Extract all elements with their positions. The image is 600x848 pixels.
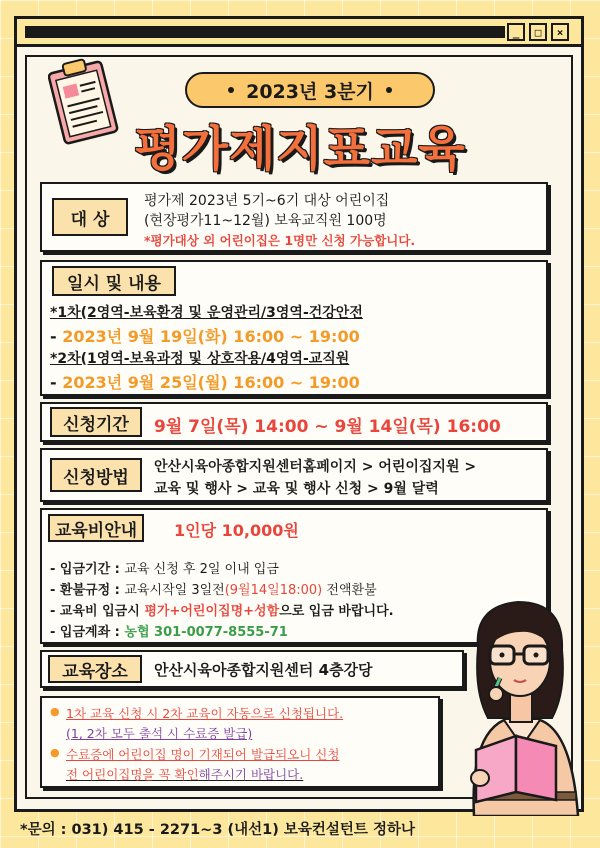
account-label: - 입금계좌 : [50, 625, 125, 640]
payer-label: - 교육비 입금시 [50, 604, 145, 619]
session2-date: 2023년 9월 25일(월) 16:00 ~ 19:00 [62, 373, 360, 392]
maximize-icon[interactable]: □ [529, 23, 547, 41]
quarter-pill-text: 2023년 3분기 [246, 80, 374, 103]
refund-pre: 교육시작일 3일전 [124, 583, 225, 598]
venue-section [40, 650, 464, 688]
method-line2: 교육 및 행사 > 교육 및 행사 신청 > 9월 달력 [154, 481, 439, 497]
pill-dot-right [386, 87, 392, 93]
target-note: *평가대상 외 어린이집은 1명만 신청 가능합니다. [144, 233, 416, 248]
fee-deposit [50, 558, 279, 577]
method-section [40, 448, 548, 502]
note2-red: 전 어린이집명을 꼭 확인 [66, 767, 199, 782]
method-line1: 안산시육아종합지원센터홈페이지 > 어린이집지원 > [154, 459, 477, 475]
note2-line1: 수료증에 어린이집 명이 기재되어 발급되오니 신청 [66, 747, 340, 762]
window-titlebar [17, 19, 581, 47]
quarter-pill [185, 72, 435, 108]
refund-post: 전액환불 [322, 583, 377, 598]
period-label: 신청기간 [50, 407, 142, 437]
note1-bullet: ● [50, 705, 60, 718]
payer-highlight: 평가+어린이집명+성함 [144, 604, 280, 619]
page-title: 평가제지표교육 [134, 121, 466, 177]
notes-section [40, 696, 440, 788]
note2-bullet: ● [50, 746, 60, 759]
venue-value: 안산시육아종합지원센터 4층강당 [154, 661, 373, 679]
fee-label: 교육비안내 [48, 514, 144, 542]
pill-dot-left [228, 87, 234, 93]
schedule-section [40, 260, 548, 396]
contact-footer: *문의 : 031) 415 - 2271~3 (내선1) 보육컨설턴트 정하나 [20, 822, 415, 838]
session2-title: *2차(1영역-보육과정 및 상호작용/4영역-교직원 [50, 351, 350, 367]
payer-post: 으로 입금 바랍니다. [279, 604, 394, 619]
minimize-icon[interactable]: _ [507, 23, 525, 41]
session2-date-line [50, 370, 360, 393]
fee-payer [50, 600, 394, 619]
reading-person-illustration [460, 596, 584, 816]
refund-label: - 환불규정 : [50, 583, 125, 598]
deposit-label: - 입금기간 : [50, 562, 125, 577]
titlebar-stripe [25, 26, 505, 38]
target-section [40, 182, 548, 252]
session1-title: *1차(2영역-보육환경 및 운영관리/3영역-건강안전 [50, 305, 363, 321]
session1-dash: - [50, 327, 63, 346]
fee-amount: 1인당 10,000원 [174, 521, 299, 540]
refund-highlight: (9월14일18:00) [224, 583, 323, 598]
target-line1: 평가제 2023년 5기~6기 대상 어린이집 [144, 193, 390, 209]
note2-line2 [66, 765, 303, 783]
target-line2: (현장평가11~12월) 보육교직원 100명 [144, 213, 387, 229]
session2-dash: - [50, 373, 63, 392]
close-icon[interactable]: × [551, 23, 569, 41]
period-section [40, 402, 548, 442]
period-value: 9월 7일(목) 14:00 ~ 9월 14일(목) 16:00 [154, 417, 501, 437]
method-label: 신청방법 [50, 458, 142, 492]
fee-account [50, 621, 288, 640]
session1-date: 2023년 9월 19일(화) 16:00 ~ 19:00 [62, 327, 360, 346]
venue-label: 교육장소 [48, 655, 142, 683]
account-value: 농협 301-0077-8555-71 [124, 625, 288, 640]
session1-date-line [50, 324, 360, 347]
fee-refund [50, 579, 377, 598]
schedule-label: 일시 및 내용 [52, 266, 176, 296]
note1-line1: 1차 교육 신청 시 2차 교육이 자동으로 신청됩니다. [66, 706, 344, 721]
deposit-value: 교육 신청 후 2일 이내 입금 [124, 562, 279, 577]
note2-purple: 해주시기 바랍니다. [198, 767, 304, 782]
note1-line2: (1, 2차 모두 출석 시 수료증 발급) [66, 726, 253, 741]
target-label: 대 상 [52, 198, 128, 236]
